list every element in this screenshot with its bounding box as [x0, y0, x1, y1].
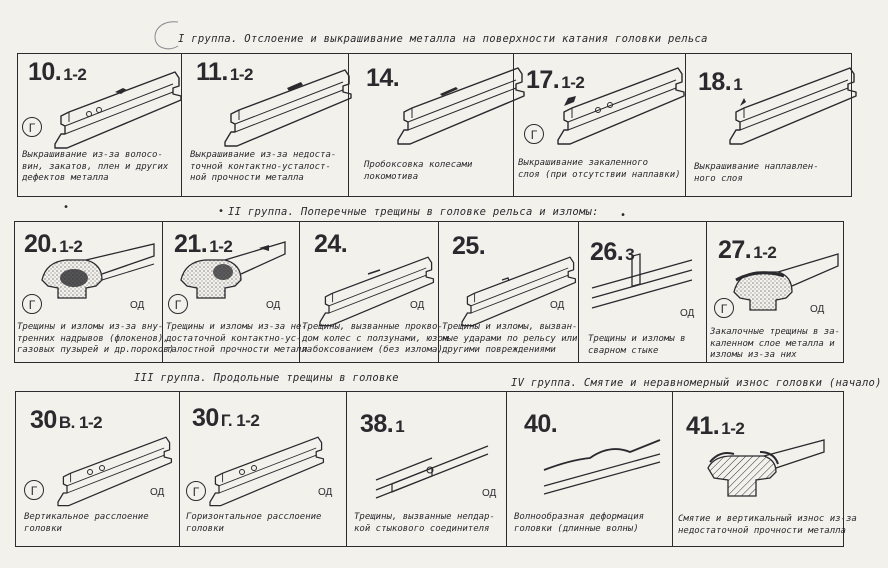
defect-caption-line: недостаточной прочности металла [678, 525, 846, 536]
defect-caption-line: и боксованием (без излома) [302, 345, 443, 355]
defect-caption-line: Трещины и изломы из-за вну- [17, 322, 164, 332]
rail-type-circle-badge: Г [22, 117, 42, 137]
rail-type-circle-badge: Г [168, 294, 188, 314]
dot-mark: • [620, 210, 627, 221]
defect-code-number: 18. [698, 68, 732, 96]
defect-code-subtype: 1-2 [59, 237, 83, 256]
defect-caption [364, 160, 472, 183]
defect-code-number: 38. [360, 410, 394, 438]
od-label: ОД [130, 300, 145, 311]
od-label: ОД [810, 304, 825, 315]
defect-caption-line: ной прочности металла [190, 173, 304, 183]
defect-caption-line: дефектов металла [22, 173, 109, 183]
defect-code [360, 410, 404, 439]
defect-caption [24, 512, 149, 535]
defect-caption-line: достаточной контактно-ус- [166, 333, 302, 344]
defect-caption-line: ного слоя [694, 173, 743, 184]
od-label: ОД [266, 300, 281, 311]
defect-code-number: 11. [196, 58, 228, 86]
defect-code [192, 404, 259, 433]
defect-caption [514, 512, 644, 535]
defect-code-number: 17. [526, 66, 560, 94]
defect-caption-line: Трещины, вызванные прокво- [302, 322, 443, 332]
defect-code-subtype: 1-2 [753, 243, 777, 262]
rail-joint-illustration-38 [372, 440, 492, 510]
defect-caption-line: кой стыкового соединителя [354, 523, 490, 534]
defect-caption [22, 150, 168, 185]
defect-caption [678, 514, 857, 537]
defect-code [366, 64, 399, 93]
pencil-arc-mark [148, 18, 188, 52]
defect-code-subtype: 1 [733, 75, 743, 94]
defect-caption-line: Трещины и изломы, вызван- [442, 322, 578, 332]
od-label: ОД [550, 300, 565, 311]
defect-code [524, 410, 557, 439]
defect-caption-line: Выкрашивание наплавлен- [694, 162, 819, 172]
defect-code [314, 230, 347, 259]
defect-code-subtype: В. 1-2 [58, 413, 103, 432]
defect-code-number: 14. [366, 64, 400, 92]
defect-code [196, 58, 253, 87]
defect-code-number: 30 [192, 404, 219, 432]
defect-caption-line: локомотива [364, 171, 419, 182]
defect-caption [588, 334, 686, 357]
defect-code [526, 66, 584, 95]
defect-code-number: 25. [452, 232, 486, 260]
defect-code-number: 30 [30, 406, 57, 434]
defect-caption [186, 512, 321, 535]
defect-code-number: 40. [524, 410, 558, 438]
defect-caption-line: головки [186, 523, 224, 534]
rail-type-circle-badge: Г [186, 481, 206, 501]
rail-type-circle-badge: Г [22, 294, 42, 314]
defect-caption-line: Вертикальное расслоение [24, 512, 149, 522]
od-label: ОД [482, 488, 497, 499]
defect-code-number: 41. [686, 412, 720, 440]
defect-code-subtype: 1 [395, 417, 405, 436]
defect-caption [694, 162, 819, 185]
od-label: ОД [150, 487, 165, 498]
od-label: ОД [680, 308, 695, 319]
defect-code-subtype: 1-2 [63, 65, 87, 84]
defect-code [718, 236, 776, 265]
rail-wave-illustration-40 [540, 430, 665, 510]
rail-cross-section-41 [700, 438, 840, 518]
defect-caption-line: изломы из-за них [710, 350, 797, 360]
defect-code [698, 68, 742, 97]
defect-code-number: 27. [718, 236, 752, 264]
defect-code [686, 412, 744, 441]
defect-code [452, 232, 485, 261]
defect-caption-line: Пробоксовка колесами [364, 160, 473, 170]
dot-mark: • [63, 202, 70, 213]
defect-caption [190, 150, 336, 185]
defect-caption-line: Горизонтальное расслоение [186, 512, 322, 522]
defect-caption-line: Выкрашивание закаленного [518, 158, 649, 168]
defect-code [28, 58, 86, 87]
defect-caption [518, 158, 681, 181]
defect-code-number: 26. [590, 238, 624, 266]
defect-code [30, 406, 102, 435]
od-label: ОД [410, 300, 425, 311]
defect-caption-line: Трещины и изломы из-за не- [166, 322, 307, 332]
defect-code-number: 24. [314, 230, 348, 258]
defect-code-number: 20. [24, 230, 58, 258]
defect-caption-line: вин, закатов, плен и других [22, 161, 169, 172]
group-3-header: III группа. Продольные трещины в головке [134, 372, 399, 384]
defect-caption-line: Трещины и изломы в [588, 334, 686, 344]
defect-caption-line: другими повреждениями [442, 345, 556, 355]
defect-caption-line: талостной прочности металла [166, 345, 313, 355]
defect-caption-line: Смятие и вертикальный износ из-за [678, 514, 857, 524]
rail-type-circle-badge: Г [714, 298, 734, 318]
defect-caption-line: точной контактно-усталост- [190, 161, 331, 172]
defect-code [590, 238, 634, 267]
rail-cross-section-27 [728, 262, 843, 332]
defect-caption-line: сварном стыке [588, 345, 659, 356]
defect-caption-line: головки [24, 523, 62, 534]
defect-caption [302, 322, 448, 357]
group-2-header: II группа. Поперечные трещины в головке рельса и изломы: [228, 206, 599, 218]
defect-caption-line: Волнообразная деформация [514, 512, 645, 522]
rail-illustration-30g [210, 440, 333, 510]
defect-caption-line: слоя (при отсутствии наплавки) [518, 169, 681, 180]
defect-caption [354, 512, 495, 535]
defect-caption [166, 322, 312, 357]
rail-type-circle-badge: Г [524, 124, 544, 144]
defect-caption-line: головки (длинные волны) [514, 523, 639, 534]
defect-code [24, 230, 82, 259]
rail-illustration-18 [730, 66, 860, 146]
defect-caption-line: Выкрашивание из-за недоста- [190, 150, 337, 160]
dot-mark: • [218, 206, 225, 217]
group-4-header: IV группа. Смятие и неравномерный износ головки (начало) [511, 377, 882, 389]
defect-code-subtype: Г. 1-2 [220, 411, 260, 430]
defect-caption-line: каленном слое металла и [710, 338, 835, 349]
defect-code-subtype: 3 [625, 245, 635, 264]
rail-illustration-30v [58, 440, 178, 510]
group-1-header: I группа. Отслоение и выкрашивание металла на поверхности катания головки рельса [178, 33, 708, 45]
defect-code-number: 10. [28, 58, 62, 86]
defect-caption-line: тренних надрывов (флокенов), [17, 333, 169, 344]
defect-caption-line: Выкрашивание из-за волосо- [22, 150, 163, 160]
defect-code-subtype: 1-2 [721, 419, 745, 438]
defect-caption-line: ные ударами по рельсу или [442, 333, 578, 344]
defect-caption [710, 327, 840, 362]
od-label: ОД [318, 487, 333, 498]
defect-code-number: 21. [174, 230, 208, 258]
defect-caption-line: Закалочные трещины в за- [710, 327, 841, 337]
defect-caption-line: газовых пузырей и др.пороков) [17, 345, 175, 355]
defect-caption-line: Трещины, вызванные непдар- [354, 512, 495, 522]
defect-code-subtype: 1-2 [561, 73, 585, 92]
rail-illustration-14 [398, 66, 528, 146]
defect-code [174, 230, 232, 259]
defect-caption [17, 322, 174, 357]
defect-caption-line: дом колес с ползунами, юзом [302, 333, 449, 344]
defect-code-subtype: 1-2 [209, 237, 233, 256]
rail-type-circle-badge: Г [24, 480, 44, 500]
defect-code-subtype: 1-2 [229, 65, 253, 84]
defect-caption [442, 322, 577, 357]
